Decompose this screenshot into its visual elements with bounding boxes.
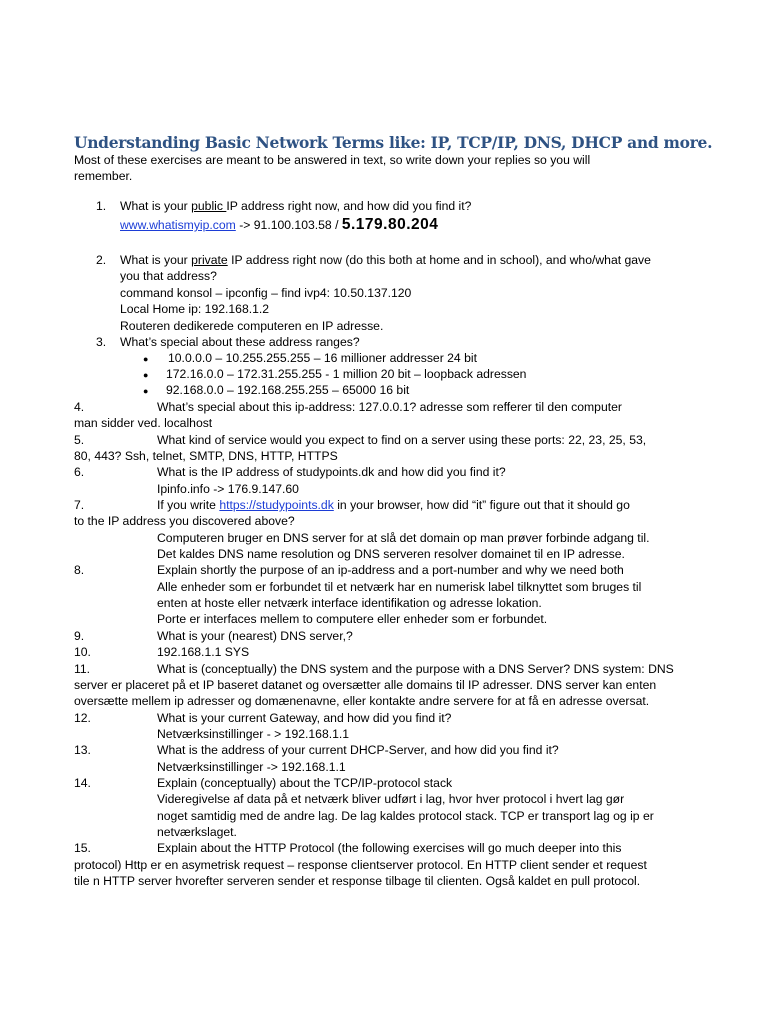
q6-answer: Ipinfo.info -> 176.9.147.60: [157, 482, 299, 496]
q2-line-4: Routeren dedikerede computeren en IP adresse.: [120, 319, 384, 333]
q4-number: 4.: [74, 400, 85, 414]
q1-number: 1.: [96, 199, 107, 213]
q7-text-pre: If you write: [157, 498, 220, 512]
q15-question: Explain about the HTTP Protocol (the following exercises will go much deeper into this: [157, 841, 622, 855]
q14-answer-1: Videregivelse af data på et netværk bliver udført i lag, hvor hver protocol i hvert lag gør: [157, 792, 625, 806]
q8-number: 8.: [74, 563, 85, 577]
q8-answer-3: Porte er interfaces mellem to computere eller enheder som er forbundet.: [157, 612, 548, 626]
q7-answer-1: Computeren bruger en DNS server for at slå det domain op man prøver forbinde adgang til.: [157, 531, 650, 545]
q5-question: What kind of service would you expect to find on a server using these ports: 22, 23, 25, 53,: [157, 433, 647, 447]
q2-number: 2.: [96, 253, 107, 267]
q14-answer-2: noget samtidig med de andre lag. De lag kaldes protocol stack. TCP er transport lag og ip er: [157, 809, 654, 823]
q3-bullet-1: 10.0.0.0 – 10.255.255.255 – 16 millioner addresser 24 bit: [168, 351, 477, 365]
q7-answer-2: Det kaldes DNS name resolution og DNS serveren resolver domainet til en IP adresse.: [157, 547, 625, 561]
q13-number: 13.: [74, 743, 91, 757]
q8-question: Explain shortly the purpose of an ip-address and a port-number and why we need both: [157, 563, 624, 577]
q2-text-pre: What is your: [120, 253, 192, 267]
q2-text-underlined: private: [191, 253, 228, 267]
q12-question: What is your current Gateway, and how did you find it?: [157, 711, 452, 725]
q1-question: [120, 198, 471, 214]
q1-answer: [120, 215, 438, 235]
q13-answer: Netværksinstillinger -> 192.168.1.1: [157, 760, 346, 774]
intro-line-1: Most of these exercises are meant to be answered in text, so write down your replies so you will: [74, 153, 591, 167]
q7-number: 7.: [74, 498, 85, 512]
q6-question: What is the IP address of studypoints.dk and how did you find it?: [157, 465, 506, 479]
q3-question: What’s special about these address ranges?: [120, 335, 360, 349]
bullet-icon: ●: [143, 370, 149, 380]
q6-number: 6.: [74, 465, 85, 479]
q2-question: [120, 252, 651, 268]
q3-bullet-3: 92.168.0.0 – 192.168.255.255 – 65000 16 bit: [166, 383, 410, 397]
q7-continuation: to the IP address you discovered above?: [74, 514, 295, 528]
q1-text-underlined: public: [191, 199, 227, 213]
bullet-icon: ●: [143, 354, 149, 364]
q11-continuation-1: server er placeret på et IP baseret datanet og oversætter alle domains til IP adresser. DNS server kan enten: [74, 678, 657, 692]
q8-answer-2: enten at hoste eller netværk interface identifikation og adresse lokation.: [157, 596, 542, 610]
q3-number: 3.: [96, 335, 107, 349]
q15-continuation-1: protocol) Http er en asymetrisk request – response clientserver protocol. En HTTP client sender et request: [74, 858, 647, 872]
q5-number: 5.: [74, 433, 85, 447]
q1-text-pre: What is your: [120, 199, 192, 213]
bullet-icon: ●: [143, 386, 149, 396]
q7-question: [157, 497, 630, 513]
q10-text: 192.168.1.1 SYS: [157, 645, 250, 659]
q2-line-2: command konsol – ipconfig – find ivp4: 10.50.137.120: [120, 286, 412, 300]
q15-number: 15.: [74, 841, 91, 855]
q1-answer-ip: 5.179.80.204: [341, 216, 439, 233]
q1-text-post: IP address right now, and how did you find it?: [226, 199, 472, 213]
q14-question: Explain (conceptually) about the TCP/IP-protocol stack: [157, 776, 453, 790]
whatismyip-link[interactable]: www.whatismyip.com: [120, 218, 236, 232]
q10-number: 10.: [74, 645, 91, 659]
q15-continuation-2: tile n HTTP server hvorefter serveren sender et response tilbage til clienten. Også kaldet en pull protocol.: [74, 874, 641, 888]
q12-answer: Netværksinstillinger - > 192.168.1.1: [157, 727, 350, 741]
q2-line-1: you that address?: [120, 269, 217, 283]
q1-answer-mid: -> 91.100.103.58 /: [235, 218, 342, 232]
q9-number: 9.: [74, 629, 85, 643]
q7-text-post: in your browser, how did “it” figure out that it should go: [333, 498, 630, 512]
studypoints-link[interactable]: https://studypoints.dk: [219, 498, 334, 512]
q14-number: 14.: [74, 776, 91, 790]
q11-question: What is (conceptually) the DNS system and the purpose with a DNS Server? DNS system: DNS: [157, 662, 674, 676]
q2-line-3: Local Home ip: 192.168.1.2: [120, 302, 270, 316]
q11-number: 11.: [74, 662, 91, 676]
q4-question: What’s special about this ip-address: 127.0.0.1? adresse som refferer til den computer: [157, 400, 622, 414]
q14-answer-3: netværkslaget.: [157, 825, 237, 839]
q4-continuation: man sidder ved. localhost: [74, 416, 213, 430]
intro-line-2: remember.: [74, 169, 133, 183]
q11-continuation-2: oversætte mellem ip adresser og domænenavne, eller kontakte andre servere for at få en adresse oversat.: [74, 694, 650, 708]
q3-bullet-2: 172.16.0.0 – 172.31.255.255 - 1 million 20 bit – loopback adressen: [166, 367, 527, 381]
q5-continuation: 80, 443? Ssh, telnet, SMTP, DNS, HTTP, HTTPS: [74, 449, 338, 463]
q2-text-post: IP address right now (do this both at home and in school), and who/what gave: [227, 253, 651, 267]
q9-question: What is your (nearest) DNS server,?: [157, 629, 353, 643]
q8-answer-1: Alle enheder som er forbundet til et netværk har en numerisk label tilknyttet som bruges til: [157, 580, 642, 594]
page-title: Understanding Basic Network Terms like: IP, TCP/IP, DNS, DHCP and more.: [74, 133, 713, 152]
q13-question: What is the address of your current DHCP-Server, and how did you find it?: [157, 743, 559, 757]
q12-number: 12.: [74, 711, 91, 725]
